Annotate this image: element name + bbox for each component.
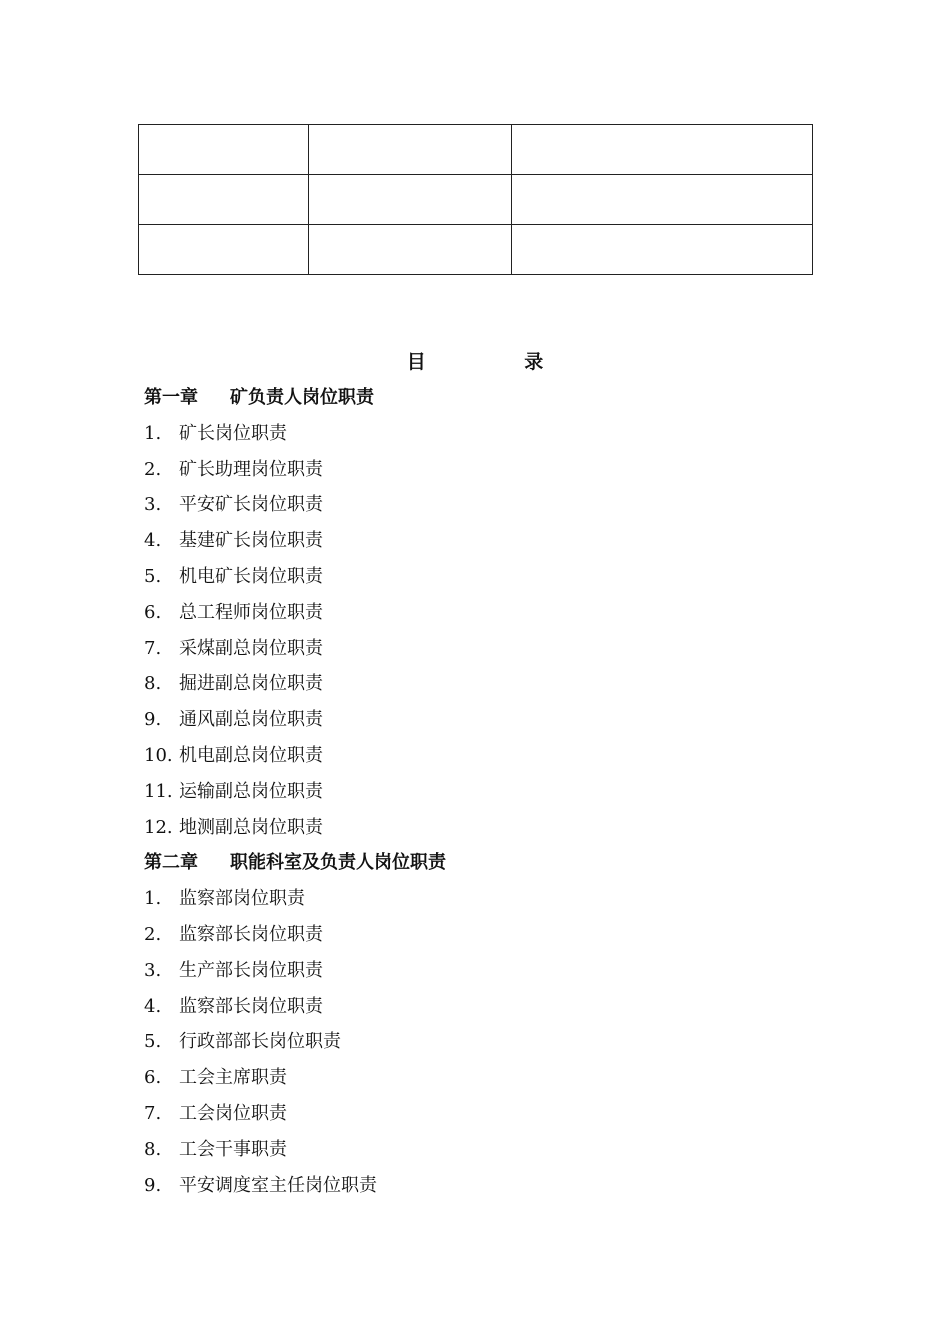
- toc-item[interactable]: [144, 1096, 844, 1132]
- item-text: 平安矿长岗位职责: [179, 494, 323, 516]
- table-row: [139, 125, 813, 175]
- item-number: 3.: [144, 494, 162, 516]
- chapter-number: 第一章: [144, 387, 198, 408]
- item-text: 总工程师岗位职责: [179, 601, 323, 623]
- item-number: 4.: [144, 995, 162, 1017]
- item-number: 10.: [144, 744, 173, 766]
- item-text: 监察部长岗位职责: [179, 995, 323, 1017]
- item-number: 7.: [144, 1102, 162, 1124]
- item-text: 生产部长岗位职责: [179, 959, 323, 981]
- toc-item[interactable]: [144, 452, 844, 488]
- chapter-heading[interactable]: [144, 380, 844, 416]
- toc-title: 目 录: [406, 351, 590, 373]
- toc-item[interactable]: [144, 666, 844, 702]
- item-text: 矿长岗位职责: [179, 422, 287, 444]
- toc-item[interactable]: [144, 631, 844, 667]
- table-of-contents: [144, 380, 844, 1203]
- item-text: 通风副总岗位职责: [179, 709, 323, 731]
- item-number: 9.: [144, 709, 162, 731]
- item-number: 6.: [144, 1067, 162, 1089]
- toc-item[interactable]: [144, 881, 844, 917]
- item-number: 8.: [144, 1138, 162, 1160]
- header-table: [138, 124, 813, 275]
- table-cell: [139, 125, 309, 175]
- table-cell: [309, 225, 512, 275]
- toc-item[interactable]: [144, 917, 844, 953]
- item-number: 5.: [144, 1031, 162, 1053]
- item-text: 基建矿长岗位职责: [179, 530, 323, 552]
- toc-item[interactable]: [144, 523, 844, 559]
- toc-item[interactable]: [144, 774, 844, 810]
- table-cell: [309, 175, 512, 225]
- toc-item[interactable]: [144, 953, 844, 989]
- toc-item[interactable]: [144, 989, 844, 1025]
- toc-item[interactable]: [144, 738, 844, 774]
- item-number: 4.: [144, 530, 162, 552]
- chapter-title: 职能科室及负责人岗位职责: [230, 852, 446, 874]
- toc-item[interactable]: [144, 595, 844, 631]
- item-number: 3.: [144, 959, 162, 981]
- item-number: 1.: [144, 422, 162, 444]
- item-text: 掘进副总岗位职责: [179, 673, 323, 695]
- toc-item[interactable]: [144, 702, 844, 738]
- item-text: 行政部部长岗位职责: [179, 1031, 341, 1053]
- item-text: 地测副总岗位职责: [179, 816, 323, 838]
- toc-item[interactable]: [144, 559, 844, 595]
- chapter-heading[interactable]: [144, 845, 844, 881]
- item-number: 8.: [144, 673, 162, 695]
- table-cell: [139, 225, 309, 275]
- toc-item[interactable]: [144, 1060, 844, 1096]
- toc-item[interactable]: [144, 1168, 844, 1204]
- item-number: 12.: [144, 816, 173, 838]
- item-text: 工会干事职责: [179, 1138, 287, 1160]
- item-number: 6.: [144, 601, 162, 623]
- item-text: 机电矿长岗位职责: [179, 565, 323, 587]
- table-cell: [512, 225, 813, 275]
- toc-item[interactable]: [144, 810, 844, 846]
- item-number: 2.: [144, 458, 162, 480]
- item-text: 平安调度室主任岗位职责: [179, 1174, 377, 1196]
- item-number: 5.: [144, 565, 162, 587]
- toc-item[interactable]: [144, 1132, 844, 1168]
- item-number: 1.: [144, 888, 162, 910]
- chapter-number: 第二章: [144, 852, 198, 874]
- item-text: 监察部长岗位职责: [179, 923, 323, 945]
- toc-item[interactable]: [144, 1024, 844, 1060]
- chapter-title: 矿负责人岗位职责: [230, 387, 374, 408]
- table-cell: [512, 125, 813, 175]
- table-row: [139, 225, 813, 275]
- toc-item[interactable]: [144, 487, 844, 523]
- item-text: 工会主席职责: [179, 1067, 287, 1089]
- item-number: 9.: [144, 1174, 162, 1196]
- table-cell: [139, 175, 309, 225]
- table-cell: [309, 125, 512, 175]
- item-text: 运输副总岗位职责: [179, 780, 323, 802]
- item-text: 监察部岗位职责: [179, 888, 305, 910]
- item-number: 2.: [144, 923, 162, 945]
- item-number: 7.: [144, 637, 162, 659]
- item-text: 机电副总岗位职责: [179, 744, 323, 766]
- item-text: 采煤副总岗位职责: [179, 637, 323, 659]
- item-number: 11.: [144, 780, 173, 802]
- toc-item[interactable]: [144, 416, 844, 452]
- item-text: 矿长助理岗位职责: [179, 458, 323, 480]
- table-row: [139, 175, 813, 225]
- item-text: 工会岗位职责: [179, 1102, 287, 1124]
- table-cell: [512, 175, 813, 225]
